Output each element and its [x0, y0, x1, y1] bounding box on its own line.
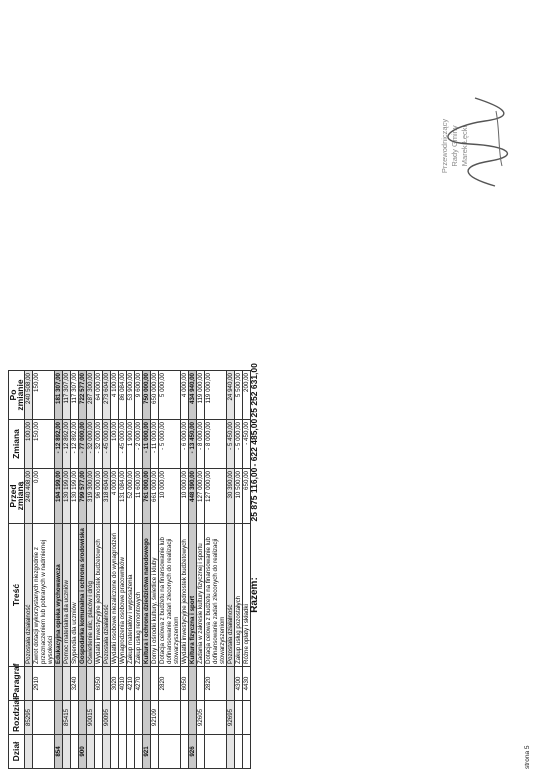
cell-rozdzial [135, 701, 143, 735]
cell-paragraf [227, 667, 235, 701]
cell-rozdzial [33, 701, 55, 735]
cell-zmiana: - 5 450,00 [227, 420, 235, 469]
cell-zmiana: - 5 000,00 [235, 420, 243, 469]
cell-zmiana: - 2 000,00 [135, 420, 143, 469]
cell-tresc: Zakup usług pozostałych [235, 524, 243, 667]
header-dzial: Dział [9, 735, 25, 769]
cell-dzial [227, 735, 235, 769]
cell-przed: 130 199,00 [71, 469, 79, 524]
cell-zmiana: - 32 000,00 [95, 420, 103, 469]
table-row [235, 371, 243, 769]
cell-paragraf [79, 667, 87, 701]
cell-dzial [243, 735, 251, 769]
cell-dzial [111, 735, 119, 769]
chairman-stamp [440, 86, 520, 206]
cell-rozdzial: 85415 [63, 701, 71, 735]
table-row [151, 371, 159, 769]
cell-tresc: Zakup usług remontowych [135, 524, 143, 667]
cell-przed: 130 199,00 [63, 469, 71, 524]
cell-paragraf: 4300 [235, 667, 243, 701]
total-label: Razem: [251, 524, 265, 667]
cell-zmiana: - 13 450,00 [189, 420, 197, 469]
table-row [103, 371, 111, 769]
cell-rozdzial [189, 701, 197, 735]
cell-tresc: Wynagrodzenia osobowe pracowników [119, 524, 127, 667]
cell-tresc: Oświetlenie ulic, placów i dróg [87, 524, 95, 667]
cell-zmiana: - 12 892,00 [55, 420, 63, 469]
cell-rozdzial [235, 701, 243, 735]
cell-po: 287 300,00 [87, 371, 95, 420]
cell-dzial [33, 735, 55, 769]
cell-zmiana: - 5 000,00 [159, 420, 181, 469]
cell-dzial: 854 [55, 735, 63, 769]
cell-paragraf [25, 667, 33, 701]
cell-po: 4 100,00 [111, 371, 119, 420]
table-row [181, 371, 189, 769]
cell-dzial: 926 [189, 735, 197, 769]
cell-po: 53 900,00 [127, 371, 135, 420]
header-tresc: Treść [9, 524, 25, 667]
cell-rozdzial: 92109 [151, 701, 159, 735]
cell-przed: 30 390,00 [227, 469, 235, 524]
cell-rozdzial [127, 701, 135, 735]
cell-po: 117 307,00 [63, 371, 71, 420]
signature-icon [440, 86, 520, 206]
cell-po: 722 577,00 [79, 371, 87, 420]
cell-paragraf: 6050 [95, 667, 103, 701]
cell-przed: 52 000,00 [127, 469, 135, 524]
table-row [71, 371, 79, 769]
table-row [159, 371, 181, 769]
table-row [119, 371, 127, 769]
cell-przed: 240 408,00 [25, 469, 33, 524]
table-row [197, 371, 205, 769]
cell-przed: 319 300,00 [87, 469, 95, 524]
cell-po: 119 000,00 [197, 371, 205, 420]
header-paragraf: Paragraf [9, 667, 25, 701]
cell-paragraf [63, 667, 71, 701]
cell-dzial [119, 735, 127, 769]
cell-przed: 318 604,00 [103, 469, 111, 524]
cell-po: 181 307,00 [55, 371, 63, 420]
cell-dzial [103, 735, 111, 769]
cell-tresc: Gospodarka komunalna i ochrona środowiska [79, 524, 87, 667]
table-row [79, 371, 87, 769]
cell-przed: 448 390,00 [189, 469, 197, 524]
cell-zmiana: - 45 000,00 [103, 420, 111, 469]
cell-po: 64 000,00 [95, 371, 103, 420]
cell-tresc: Dotacja celowa z budżetu na finansowanie lub dofinansowanie zadań zleconych do realizacji stowarzyszeniom [205, 524, 227, 667]
cell-paragraf: 4210 [127, 667, 135, 701]
cell-przed: 761 000,00 [143, 469, 151, 524]
cell-dzial [205, 735, 227, 769]
cell-przed: 799 577,00 [79, 469, 87, 524]
total-przed: 25 875 116,00 [251, 469, 265, 524]
cell-dzial [127, 735, 135, 769]
total-po: 25 252 631,00 [251, 371, 265, 420]
table-row [55, 371, 63, 769]
cell-zmiana: - 77 000,00 [79, 420, 87, 469]
table-row [135, 371, 143, 769]
cell-po: 117 307,00 [71, 371, 79, 420]
cell-dzial [159, 735, 181, 769]
cell-paragraf [151, 667, 159, 701]
cell-zmiana: - 45 000,00 [119, 420, 127, 469]
cell-tresc: Kultura fizyczna i sport [189, 524, 197, 667]
cell-zmiana: - 8 000,00 [197, 420, 205, 469]
cell-dzial [71, 735, 79, 769]
cell-paragraf [189, 667, 197, 701]
cell-zmiana: - 12 892,00 [63, 420, 71, 469]
total-zmiana: - 622 485,00 [251, 420, 265, 469]
cell-zmiana: 100,00 [111, 420, 119, 469]
cell-zmiana: - 11 000,00 [143, 420, 151, 469]
cell-dzial [25, 735, 33, 769]
cell-zmiana: - 6 000,00 [181, 420, 189, 469]
cell-paragraf: 4430 [243, 667, 251, 701]
stamp-line-1: Przewodniczący [440, 118, 449, 174]
cell-paragraf [197, 667, 205, 701]
cell-po: 4 000,00 [181, 371, 189, 420]
cell-tresc: Wydatki inwestycyjne jednostek budżetowych [181, 524, 189, 667]
table-row [63, 371, 71, 769]
cell-dzial [235, 735, 243, 769]
cell-po: 5 500,00 [235, 371, 243, 420]
cell-rozdzial [95, 701, 103, 735]
cell-dzial: 900 [79, 735, 87, 769]
cell-po: 5 000,00 [159, 371, 181, 420]
table-row [95, 371, 103, 769]
cell-rozdzial [243, 701, 251, 735]
table-row [111, 371, 119, 769]
table-row [189, 371, 197, 769]
cell-przed: 96 000,00 [95, 469, 103, 524]
cell-po: 200,00 [243, 371, 251, 420]
cell-dzial [135, 735, 143, 769]
table-row [33, 371, 55, 769]
cell-dzial [197, 735, 205, 769]
cell-dzial [181, 735, 189, 769]
cell-tresc: Edukacyjna opieka wychowawcza [55, 524, 63, 667]
cell-po: 86 084,00 [119, 371, 127, 420]
cell-dzial: 921 [143, 735, 151, 769]
table-header-row [9, 371, 25, 769]
cell-zmiana: 150,00 [33, 420, 55, 469]
cell-dzial [87, 735, 95, 769]
cell-po: 434 940,00 [189, 371, 197, 420]
cell-paragraf: 4270 [135, 667, 143, 701]
table-body [25, 371, 251, 769]
header-zmiana: Zmiana [9, 420, 25, 469]
cell-paragraf: 6050 [181, 667, 189, 701]
cell-zmiana: 1 900,00 [127, 420, 135, 469]
cell-po: 750 000,00 [143, 371, 151, 420]
cell-dzial [95, 735, 103, 769]
header-po-zmianie: Po zmianie [9, 371, 25, 420]
cell-rozdzial: 92695 [227, 701, 235, 735]
cell-przed: 131 084,00 [119, 469, 127, 524]
cell-rozdzial [205, 701, 227, 735]
cell-zmiana: - 8 000,00 [205, 420, 227, 469]
cell-rozdzial [55, 701, 63, 735]
header-przed-zmiana: Przed zmianą [9, 469, 25, 524]
cell-przed: 10 000,00 [181, 469, 189, 524]
table-row [127, 371, 135, 769]
cell-paragraf: 2820 [159, 667, 181, 701]
cell-tresc: Dotacja celowa z budżetu na finansowanie lub dofinansowanie zadań zleconych do realizacji stowarzyszeniom [159, 524, 181, 667]
cell-przed: 10 000,00 [159, 469, 181, 524]
cell-zmiana: - 11 000,00 [151, 420, 159, 469]
cell-po: 119 000,00 [205, 371, 227, 420]
cell-paragraf [87, 667, 95, 701]
cell-rozdzial [111, 701, 119, 735]
cell-tresc: Zadania w zakresie kultury fizycznej i sportu [197, 524, 205, 667]
cell-paragraf [143, 667, 151, 701]
cell-paragraf: 2910 [33, 667, 55, 701]
cell-tresc: Stypendia dla uczniów [71, 524, 79, 667]
cell-tresc: Zakup materiałów i wyposażenia [127, 524, 135, 667]
table-row [25, 371, 33, 769]
cell-po: 24 940,00 [227, 371, 235, 420]
cell-paragraf [103, 667, 111, 701]
cell-przed: 11 600,00 [135, 469, 143, 524]
cell-rozdzial [181, 701, 189, 735]
cell-rozdzial [143, 701, 151, 735]
cell-paragraf: 2820 [205, 667, 227, 701]
cell-paragraf: 4010 [119, 667, 127, 701]
cell-tresc: Pozostała działalność [25, 524, 33, 667]
cell-rozdzial [119, 701, 127, 735]
cell-zmiana: - 450,00 [243, 420, 251, 469]
cell-po: 150,00 [33, 371, 55, 420]
stamp-line-3: Marek Łęcki [460, 125, 469, 167]
cell-przed: 0,00 [33, 469, 55, 524]
cell-tresc: Pomoc materialna dla uczniów [63, 524, 71, 667]
cell-paragraf: 3020 [111, 667, 119, 701]
budget-table [7, 363, 264, 769]
cell-rozdzial: 92605 [197, 701, 205, 735]
table-row [87, 371, 95, 769]
cell-rozdzial [71, 701, 79, 735]
cell-tresc: Domy i ośrodki kultury, świetlice i kluby [151, 524, 159, 667]
cell-przed: 194 199,00 [55, 469, 63, 524]
cell-paragraf [55, 667, 63, 701]
header-rozdzial: Rozdział [9, 701, 25, 735]
cell-zmiana: - 12 892,00 [71, 420, 79, 469]
cell-dzial [63, 735, 71, 769]
cell-przed: 10 500,00 [235, 469, 243, 524]
cell-przed: 127 000,00 [205, 469, 227, 524]
cell-przed: 650,00 [243, 469, 251, 524]
cell-przed: 661 000,00 [151, 469, 159, 524]
page-number: strona 5 [524, 745, 531, 769]
cell-paragraf: 3240 [71, 667, 79, 701]
cell-po: 240 508,00 [25, 371, 33, 420]
cell-rozdzial: 85295 [25, 701, 33, 735]
cell-rozdzial [159, 701, 181, 735]
cell-tresc: Różne opłaty i składki [243, 524, 251, 667]
table-row [143, 371, 151, 769]
cell-rozdzial [79, 701, 87, 735]
cell-tresc: Wydatki osobowe niezaliczone do wynagrodzeń [111, 524, 119, 667]
cell-po: 650 000,00 [151, 371, 159, 420]
cell-tresc: Pozostała działalność [227, 524, 235, 667]
cell-rozdzial: 90015 [87, 701, 95, 735]
cell-tresc: Pozostała działalność [103, 524, 111, 667]
table-row [227, 371, 235, 769]
cell-zmiana: 100,00 [25, 420, 33, 469]
cell-dzial [151, 735, 159, 769]
cell-przed: 4 000,00 [111, 469, 119, 524]
cell-zmiana: - 32 000,00 [87, 420, 95, 469]
cell-tresc: Wydatki inwestycyjne jednostek budżetowych [95, 524, 103, 667]
cell-po: 273 604,00 [103, 371, 111, 420]
cell-przed: 127 000,00 [197, 469, 205, 524]
cell-rozdzial: 90095 [103, 701, 111, 735]
table-row [205, 371, 227, 769]
cell-po: 9 600,00 [135, 371, 143, 420]
stamp-line-2: Rady Gminy [450, 125, 459, 167]
cell-tresc: Kultura i ochrona dziedzictwa narodowego [143, 524, 151, 667]
cell-tresc: Zwrot dotacji wykorzystanych niezgodnie z przeznaczeniem lub pobranych w nadmiernej wysokości [33, 524, 55, 667]
total-row [251, 371, 265, 769]
